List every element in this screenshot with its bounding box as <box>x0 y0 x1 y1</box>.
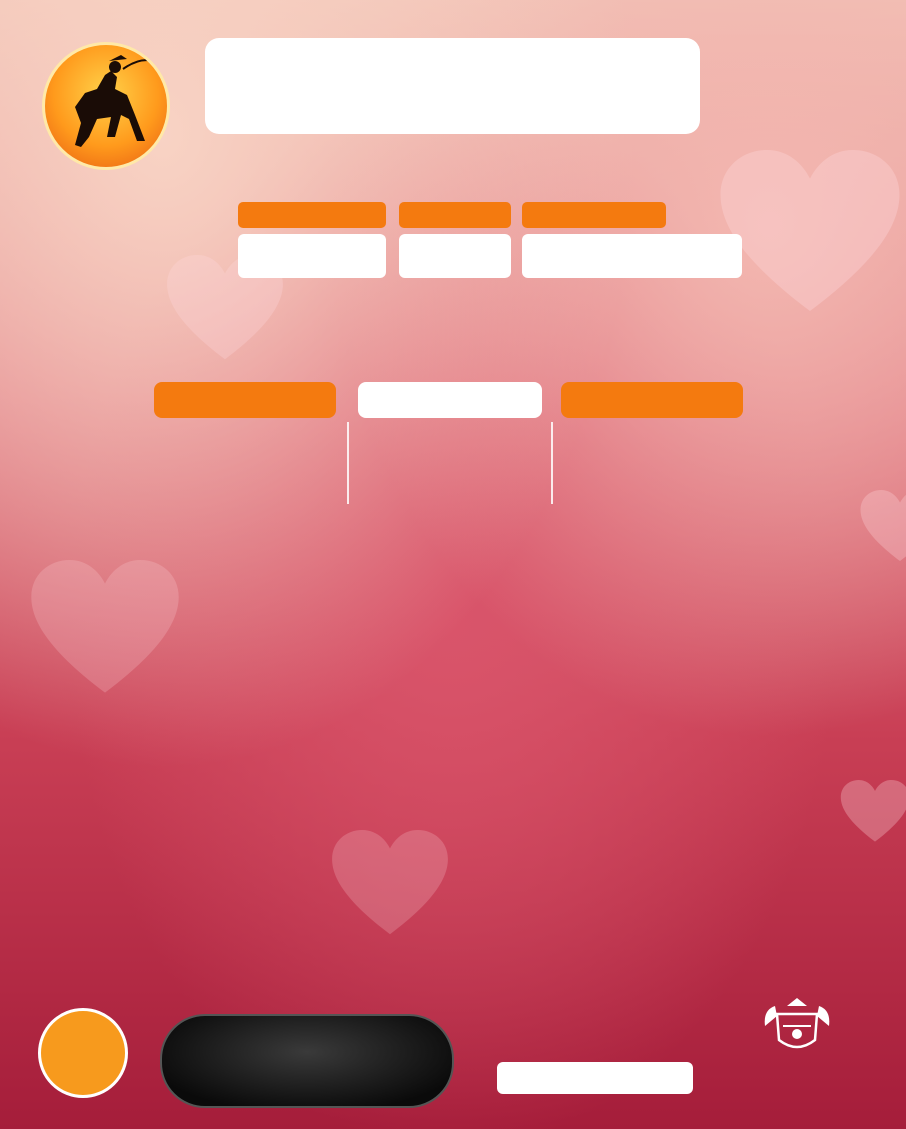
loteria-logo <box>22 36 190 216</box>
divider <box>551 422 553 504</box>
en-premios-label <box>497 1062 693 1094</box>
divider <box>347 422 349 504</box>
crest-icon <box>761 996 833 1056</box>
gobernacion-logo <box>742 996 852 1060</box>
juega-legal-badge <box>38 1008 128 1098</box>
ganador-number <box>238 234 386 278</box>
serie-label <box>399 202 511 228</box>
seco-1-pill <box>154 382 336 418</box>
heart-icon <box>330 830 450 940</box>
despachado-label <box>522 202 666 228</box>
social-side-text <box>2 420 26 720</box>
title-box <box>205 38 700 134</box>
ganador-serie <box>399 234 511 278</box>
heart-icon <box>860 490 906 565</box>
heart-icon <box>840 780 906 845</box>
despachado-city <box>522 234 742 278</box>
prize-amount-box <box>160 1014 454 1108</box>
heart-icon <box>30 560 180 700</box>
seco-2-pill <box>358 382 542 418</box>
heart-icon <box>720 150 900 320</box>
horse-rider-icon <box>42 42 170 170</box>
seco-3-pill <box>561 382 743 418</box>
ganador-label <box>238 202 386 228</box>
